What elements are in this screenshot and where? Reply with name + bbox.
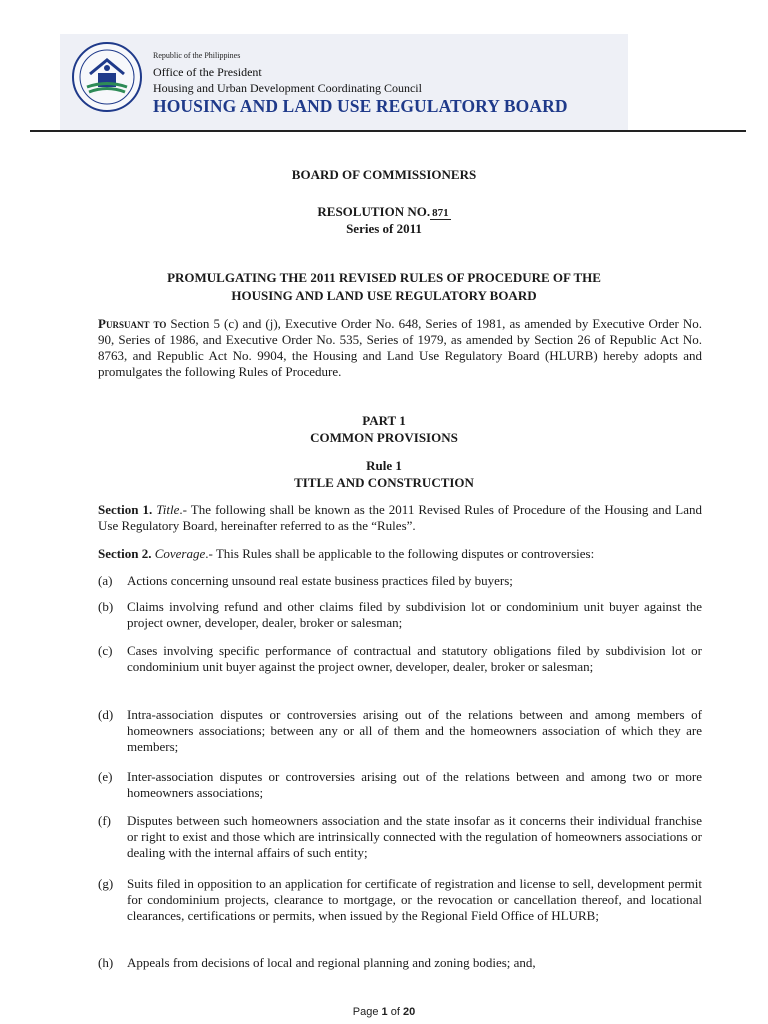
section-2-heading: Coverage — [154, 546, 206, 561]
list-item — [98, 876, 702, 924]
rule-title: TITLE AND CONSTRUCTION — [294, 475, 474, 490]
list-item — [98, 643, 702, 675]
list-item-text: Cases involving specific performance of contractual and statutory obligations filed by subdivision lot or condominium unit buyer against the project owner, developer, dealer, broker or salesman; — [127, 643, 702, 674]
page-total: 20 — [402, 1006, 416, 1018]
hlurb-seal-icon — [70, 40, 144, 114]
republic-line: Republic of the Philippines — [153, 51, 241, 60]
resolution-label: RESOLUTION NO. — [317, 204, 431, 219]
part-label: PART 1 — [362, 413, 406, 428]
list-item-label: (d) — [98, 707, 114, 722]
council-line: Housing and Urban Development Coordinating Council — [153, 81, 422, 95]
list-item — [98, 769, 702, 801]
list-item-text: Claims involving refund and other claims filed by subdivision lot or condominium unit buyer against the project owner, developer, dealer, broker or salesman; — [127, 599, 702, 630]
list-item-text: Intra-association disputes or controversies arising out of the relations between and among members of homeowners associations; between any or all of them and the homeowners association of which they are members; — [127, 707, 702, 754]
list-item-text: Actions concerning unsound real estate business practices filed by buyers; — [127, 573, 513, 588]
header-divider — [30, 130, 746, 132]
list-item — [98, 813, 702, 861]
list-item-label: (a) — [98, 573, 113, 588]
list-item-label: (g) — [98, 876, 114, 891]
resolution-heading — [0, 204, 768, 220]
section-2-text: .- This Rules shall be applicable to the following disputes or controversies: — [205, 546, 595, 561]
title-line-2: HOUSING AND LAND USE REGULATORY BOARD — [231, 288, 537, 303]
list-item — [98, 599, 702, 631]
section-1-text: .- The following shall be known as the 2011 Revised Rules of Procedure of the Housing and Land Use Regulatory Board, hereinafter referred to as the “Rules”. — [98, 502, 702, 533]
series-heading: Series of 2011 — [346, 221, 422, 236]
of-word: of — [390, 1006, 400, 1018]
part-title: COMMON PROVISIONS — [310, 430, 458, 445]
page-number: 1 — [381, 1006, 388, 1018]
list-item-text: Inter-association disputes or controversies arising out of the relations between and among two or more homeowners associations; — [127, 769, 702, 800]
list-item-text: Suits filed in opposition to an application for certificate of registration and license to sell, development permit for condominium projects, clearance to mortgage, or the revocation or cancellation thereof, and locational clearances, certifications or permits, when issued by the Regional Field Office of HLURB; — [127, 876, 702, 923]
section-2-label: Section 2. — [98, 546, 152, 561]
section-1-heading: Title — [156, 502, 180, 517]
preamble-lead: Pursuant to — [98, 316, 167, 331]
list-item-label: (f) — [98, 813, 111, 828]
letterhead-text — [153, 52, 568, 116]
list-item-label: (c) — [98, 643, 113, 658]
preamble-paragraph — [98, 316, 702, 380]
section-1-label: Section 1. — [98, 502, 153, 517]
list-item-text: Disputes between such homeowners association and the state insofar as it concerns their individual franchise or right to exist and those which are intrinsically connected with the regulation of homeowners associations or dealing with the internal affairs of such entity; — [127, 813, 702, 860]
list-item — [98, 573, 702, 589]
page-word: Page — [352, 1006, 379, 1018]
list-item-text: Appeals from decisions of local and regional planning and zoning bodies; and, — [127, 955, 536, 970]
agency-name: HOUSING AND LAND USE REGULATORY BOARD — [153, 96, 568, 116]
list-item-label: (b) — [98, 599, 114, 614]
list-item-label: (e) — [98, 769, 113, 784]
list-item — [98, 955, 702, 971]
resolution-number: 871 — [432, 207, 449, 219]
board-heading: BOARD OF COMMISSIONERS — [291, 167, 477, 182]
section-2 — [98, 546, 702, 562]
list-item-label: (h) — [98, 955, 114, 970]
page-footer — [0, 1006, 768, 1018]
office-line: Office of the President — [153, 65, 262, 79]
rule-label: Rule 1 — [366, 458, 402, 473]
preamble-text: Section 5 (c) and (j), Executive Order No. 648, Series of 1981, as amended by Executive Order No. 90, Series of 1986, and Executive Order No. 535, Series of 1979, as amended by Section 26 of Republic Act No. 8763, and Republic Act No. 9904, the Housing and Land Use Regulatory Board (HLURB) hereby adopts and promulgates the following Rules of Procedure. — [98, 316, 702, 379]
list-item — [98, 707, 702, 755]
title-line-1: PROMULGATING THE 2011 REVISED RULES OF PROCEDURE OF THE — [167, 270, 601, 285]
section-1 — [98, 502, 702, 534]
